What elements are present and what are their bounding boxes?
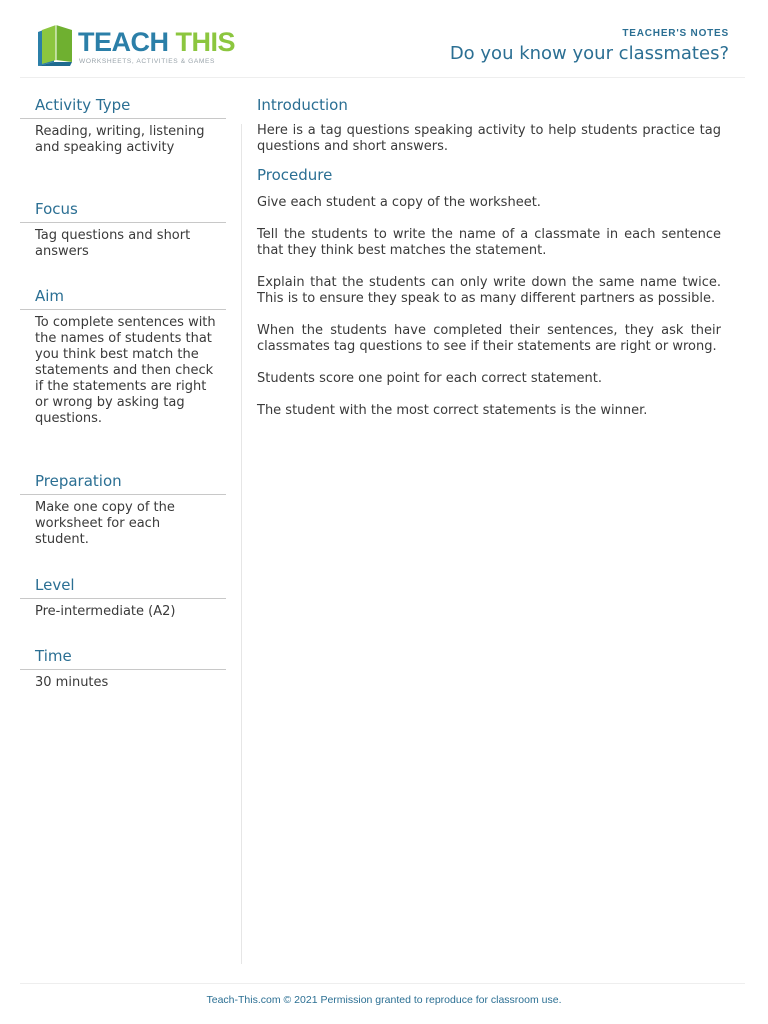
sidebar-section-time bbox=[20, 644, 226, 704]
procedure-step: Students score one point for each correct statement. bbox=[257, 371, 602, 386]
sidebar-text: Tag questions and short answers bbox=[35, 228, 191, 259]
teachers-notes-label: TEACHER'S NOTES bbox=[622, 28, 729, 39]
procedure-step: Explain that the students can only write down the same name twice. This is to ensure they speak to as many different partners as possible. bbox=[257, 275, 721, 306]
logo-tagline: WORKSHEETS, ACTIVITIES & GAMES bbox=[79, 58, 215, 65]
sidebar-section-focus bbox=[20, 197, 226, 284]
procedure-step: Give each student a copy of the worksheet. bbox=[257, 195, 541, 210]
sidebar-heading: Level bbox=[20, 573, 226, 599]
logo-word-teach: TEACH bbox=[78, 27, 169, 57]
sidebar-heading: Activity Type bbox=[20, 93, 226, 119]
footer-divider bbox=[20, 983, 745, 984]
logo-word-this: THIS bbox=[175, 27, 236, 57]
sidebar-text: Pre-intermediate (A2) bbox=[35, 604, 176, 619]
sidebar-section-level bbox=[20, 573, 226, 644]
footer-copyright: Teach-This.com © 2021 Permission granted to reproduce for classroom use. bbox=[206, 994, 562, 1006]
sidebar bbox=[20, 93, 226, 704]
sidebar-heading: Time bbox=[20, 644, 226, 670]
sidebar-text: 30 minutes bbox=[35, 675, 109, 690]
sidebar-section-aim bbox=[20, 284, 226, 469]
page-header bbox=[0, 0, 768, 78]
sidebar-section-activity-type bbox=[20, 93, 226, 197]
sidebar-text: To complete sentences with the names of students that you think best match the statements and then check if the statements are right or wrong by asking tag questions. bbox=[35, 315, 216, 426]
main-content bbox=[257, 93, 721, 435]
procedure-step: When the students have completed their sentences, they ask their classmates tag questions to see if their statements are right or wrong. bbox=[257, 323, 721, 354]
header-divider bbox=[20, 77, 745, 78]
procedure-step: Tell the students to write the name of a classmate in each sentence that they think best matches the statement. bbox=[257, 227, 721, 258]
procedure-heading: Procedure bbox=[257, 166, 333, 184]
sidebar-section-preparation bbox=[20, 469, 226, 573]
logo-wordmark bbox=[78, 26, 235, 58]
book-icon bbox=[34, 22, 76, 68]
page-title: Do you know your classmates? bbox=[449, 43, 729, 64]
sidebar-text: Make one copy of the worksheet for each student. bbox=[35, 500, 175, 547]
teach-this-logo[interactable] bbox=[34, 22, 234, 70]
sidebar-heading: Preparation bbox=[20, 469, 226, 495]
sidebar-text: Reading, writing, listening and speaking activity bbox=[35, 124, 205, 155]
introduction-text: Here is a tag questions speaking activity to help students practice tag questions and short answers. bbox=[257, 123, 721, 154]
column-divider bbox=[241, 124, 242, 964]
introduction-heading: Introduction bbox=[257, 96, 348, 114]
sidebar-heading: Aim bbox=[20, 284, 226, 310]
sidebar-heading: Focus bbox=[20, 197, 226, 223]
procedure-step: The student with the most correct statements is the winner. bbox=[257, 403, 648, 418]
